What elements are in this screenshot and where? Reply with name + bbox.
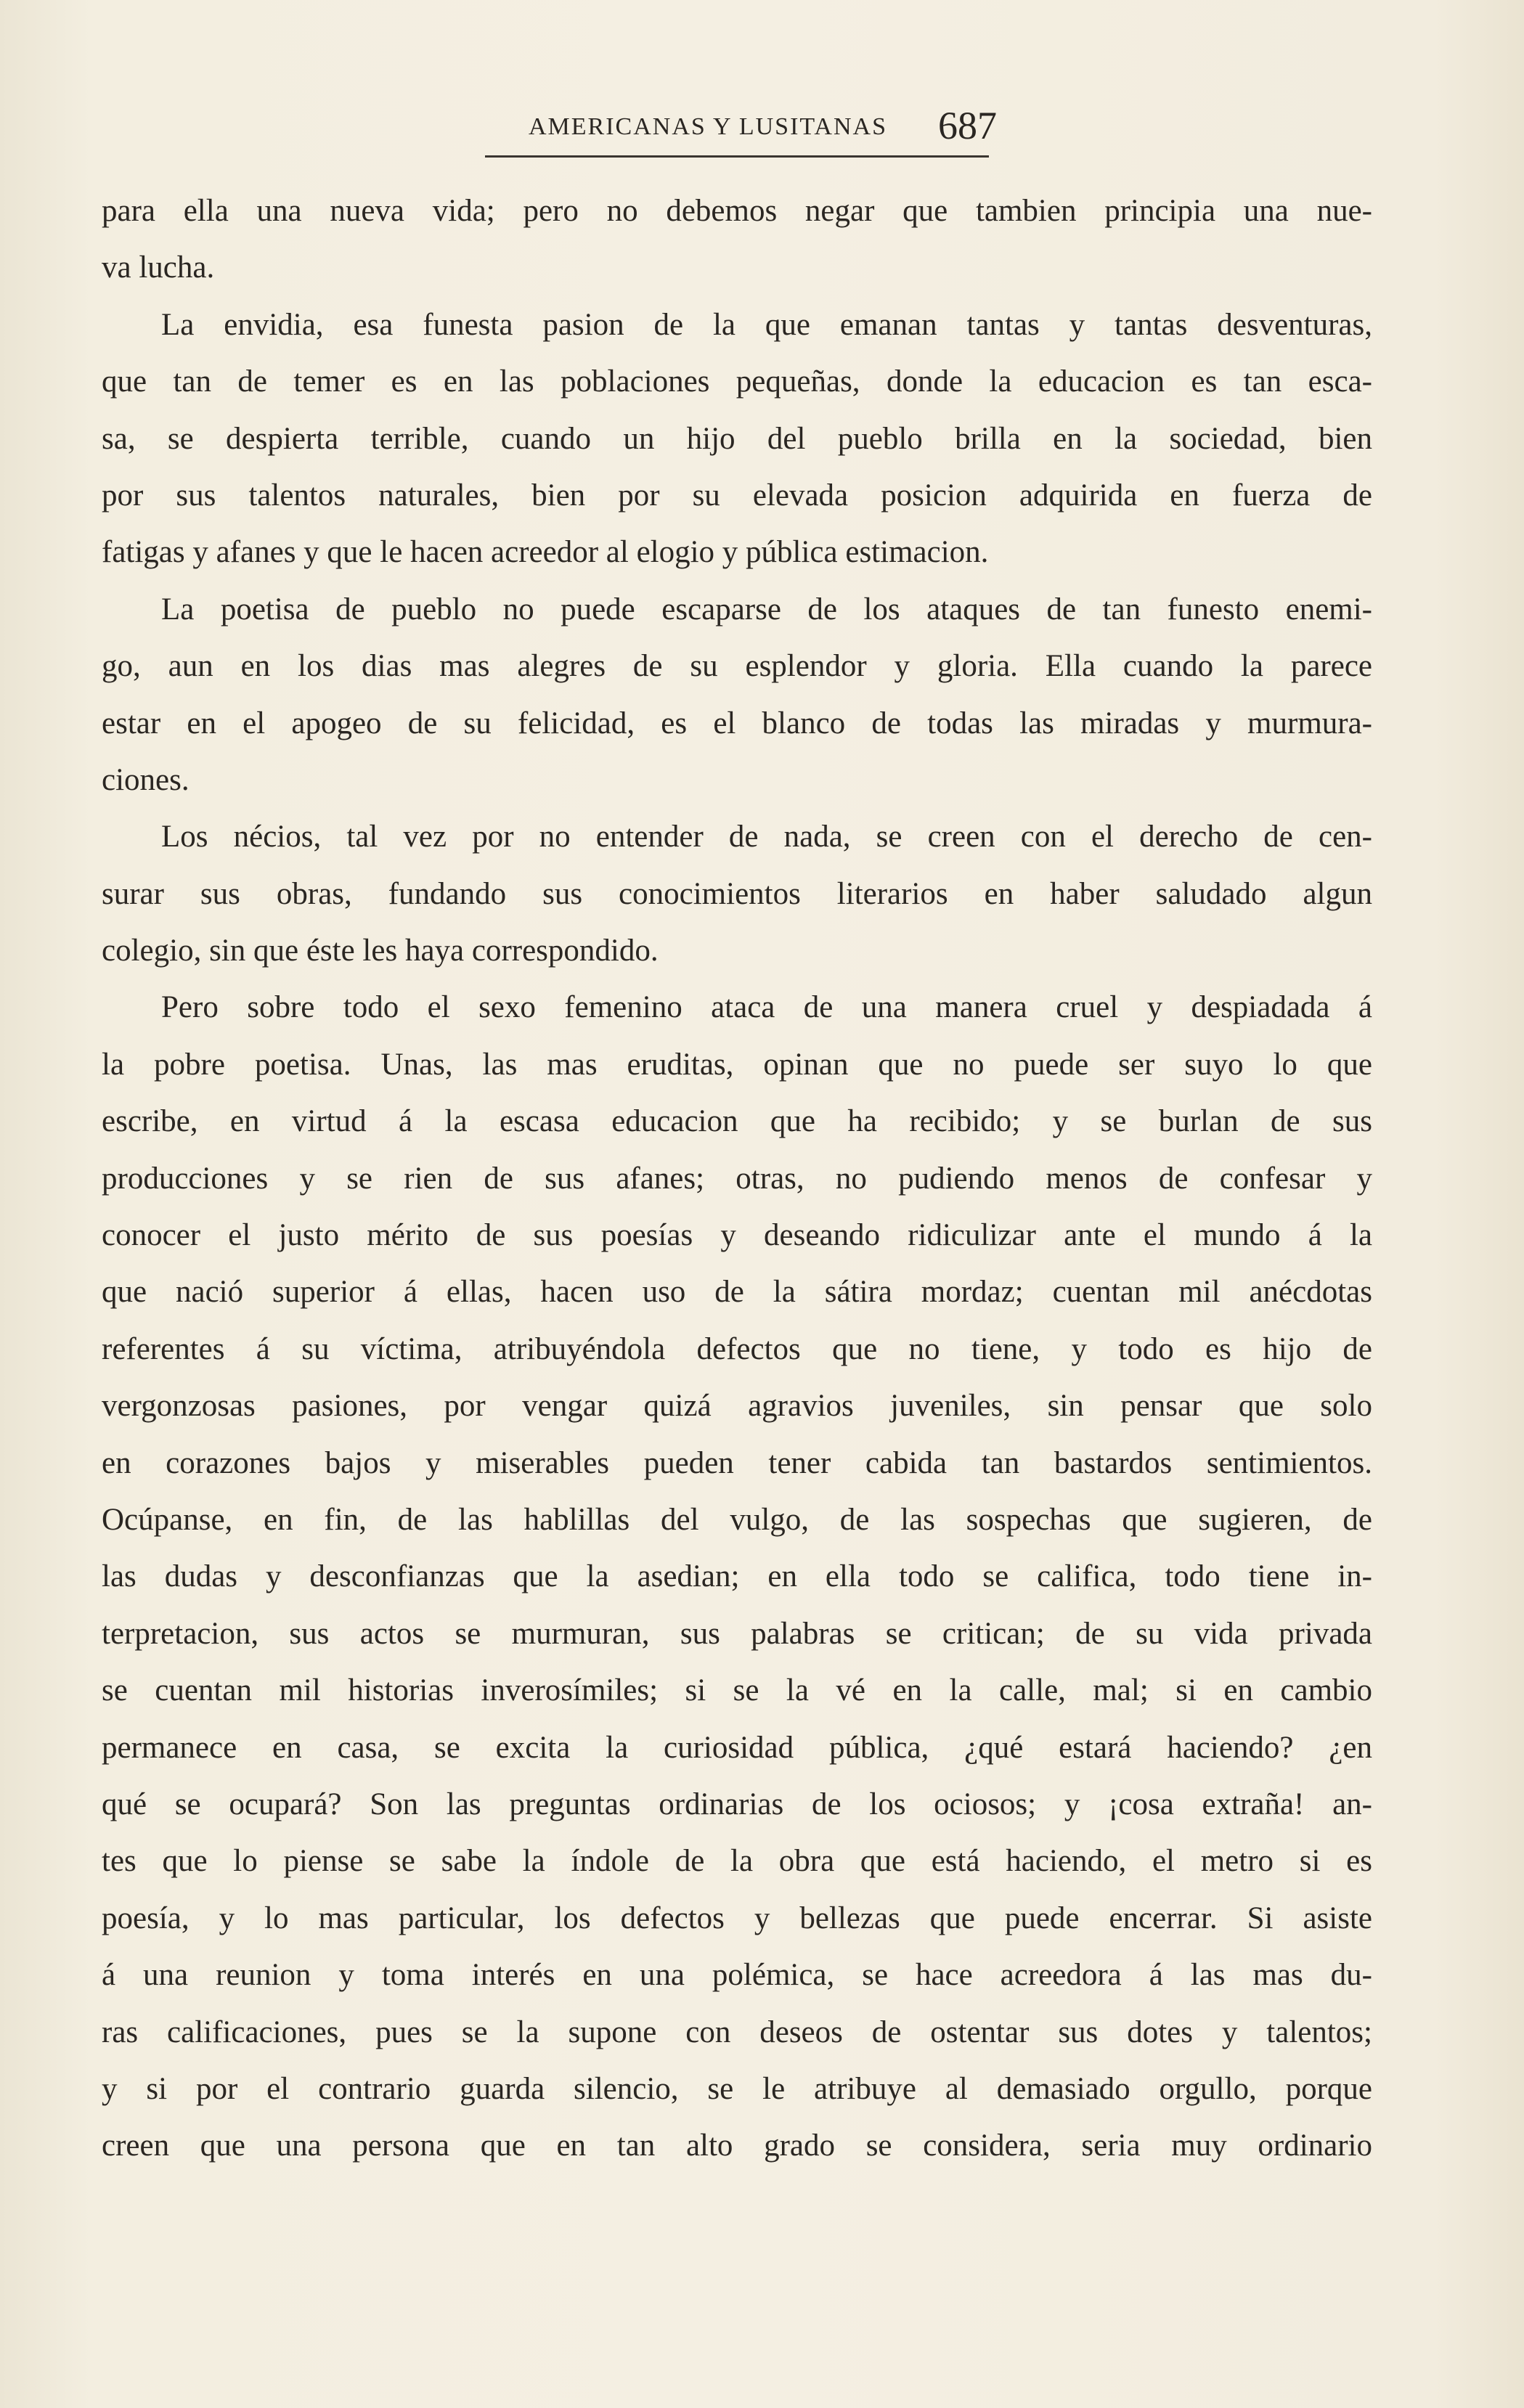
text-line: permanece en casa, se excita la curiosidad pública, ¿qué estará haciendo? ¿en (102, 1730, 1372, 1765)
paragraph-first-line: La envidia, esa funesta pasion de la que emanan tantas y tantas desventuras, (161, 307, 1372, 342)
text-line: estar en el apogeo de su felicidad, es el blanco de todas las miradas y murmura- (102, 706, 1372, 740)
text-line: en corazones bajos y miserables pueden tener cabida tan bastardos sentimientos. (102, 1445, 1372, 1480)
text-line: surar sus obras, fundando sus conocimientos literarios en haber saludado algun (102, 876, 1372, 911)
text-line: ras calificaciones, pues se la supone con deseos de ostentar sus dotes y talentos; (102, 2015, 1372, 2049)
text-line: colegio, sin que éste les haya correspondido. (102, 934, 659, 968)
text-line: referentes á su víctima, atribuyéndola defectos que no tiene, y todo es hijo de (102, 1331, 1372, 1366)
body-text (102, 183, 1372, 2175)
text-line: ciones. (102, 762, 190, 797)
running-head (485, 104, 997, 166)
text-line: creen que una persona que en tan alto grado se considera, seria muy ordinario (102, 2129, 1372, 2163)
text-line: Ocúpanse, en fin, de las hablillas del vulgo, de las sospechas que sugieren, de (102, 1502, 1372, 1537)
paragraph-first-line: Pero sobre todo el sexo femenino ataca de una manera cruel y despiadada á (161, 990, 1372, 1025)
running-title: AMERICANAS Y LUSITANAS (529, 113, 888, 140)
text-line: y si por el contrario guarda silencio, se le atribuye al demasiado orgullo, porque (102, 2071, 1372, 2106)
text-line: conocer el justo mérito de sus poesías y deseando ridiculizar ante el mundo á la (102, 1218, 1372, 1253)
text-line: vergonzosas pasiones, por vengar quizá agravios juveniles, sin pensar que solo (102, 1389, 1372, 1424)
text-line: go, aun en los dias mas alegres de su esplendor y gloria. Ella cuando la parece (102, 649, 1372, 684)
text-line: terpretacion, sus actos se murmuran, sus palabras se critican; de su vida privada (102, 1616, 1372, 1651)
paragraph-first-line: La poetisa de pueblo no puede escaparse de los ataques de tan funesto enemi- (161, 592, 1372, 627)
text-line: va lucha. (102, 250, 215, 285)
text-line: producciones y se rien de sus afanes; otras, no pudiendo menos de confesar y (102, 1161, 1372, 1196)
text-line: por sus talentos naturales, bien por su elevada posicion adquirida en fuerza de (102, 478, 1372, 513)
text-line: la pobre poetisa. Unas, las mas eruditas, opinan que no puede ser suyo lo que (102, 1047, 1372, 1082)
page-number: 687 (938, 104, 997, 147)
header-rule (485, 155, 989, 158)
text-line: á una reunion y toma interés en una polémica, se hace acreedora á las mas du- (102, 1958, 1372, 1993)
text-line: para ella una nueva vida; pero no debemos negar que tambien principia una nue- (102, 194, 1372, 228)
text-line: escribe, en virtud á la escasa educacion que ha recibido; y se burlan de sus (102, 1104, 1372, 1139)
text-line: que nació superior á ellas, hacen uso de la sátira mordaz; cuentan mil anécdotas (102, 1275, 1372, 1310)
text-line: qué se ocupará? Son las preguntas ordinarias de los ociosos; y ¡cosa extraña! an- (102, 1787, 1372, 1821)
text-line: poesía, y lo mas particular, los defectos y bellezas que puede encerrar. Si asiste (102, 1901, 1372, 1935)
text-line: tes que lo piense se sabe la índole de la obra que está haciendo, el metro si es (102, 1844, 1372, 1879)
text-line: que tan de temer es en las poblaciones pequeñas, donde la educacion es tan esca- (102, 364, 1372, 399)
text-line: fatigas y afanes y que le hacen acreedor al elogio y pública estimacion. (102, 535, 989, 570)
paragraph-first-line: Los nécios, tal vez por no entender de nada, se creen con el derecho de cen- (161, 820, 1372, 854)
text-line: las dudas y desconfianzas que la asedian; en ella todo se califica, todo tiene in- (102, 1559, 1372, 1594)
text-line: se cuentan mil historias inverosímiles; si se la vé en la calle, mal; si en cambio (102, 1673, 1372, 1708)
text-line: sa, se despierta terrible, cuando un hijo del pueblo brilla en la sociedad, bien (102, 421, 1372, 456)
